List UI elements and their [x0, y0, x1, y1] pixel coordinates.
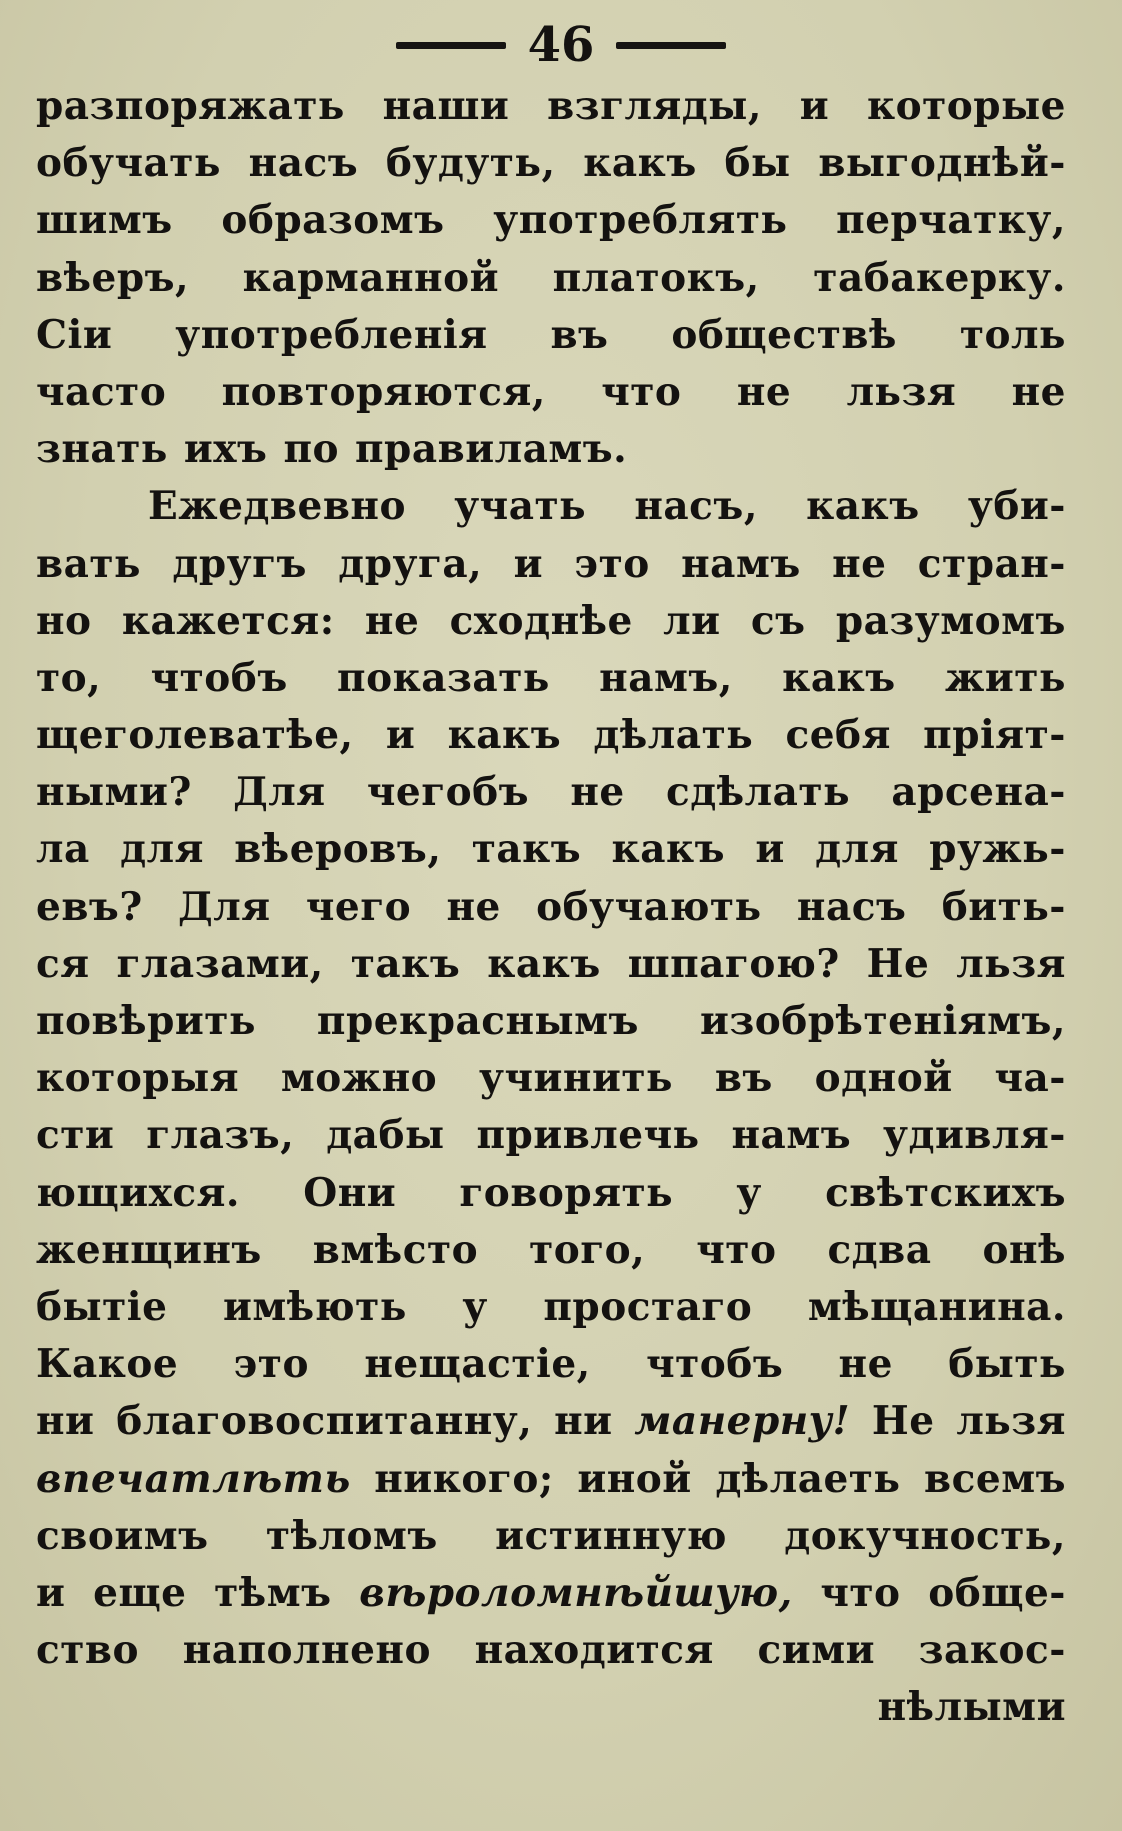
text-line [36, 821, 1066, 878]
word: чегобъ [366, 769, 530, 816]
word: какъ [806, 483, 920, 530]
header-rule-right [616, 42, 726, 49]
word: повѣрить [36, 998, 256, 1044]
word: изобрѣтеніямъ, [699, 998, 1066, 1044]
word: и [385, 712, 416, 759]
word: Не [866, 940, 930, 987]
word: уби- [967, 483, 1066, 530]
text-line [36, 307, 1066, 364]
word: что [601, 368, 682, 415]
text-line [36, 936, 1066, 993]
word: карманной [242, 254, 500, 301]
word: быть [948, 1341, 1066, 1388]
word: обществѣ [671, 311, 897, 358]
word: женщинъ [36, 1226, 262, 1273]
word: льзя [956, 1398, 1066, 1445]
word: у [462, 1283, 488, 1330]
word: будуть, [385, 140, 556, 187]
word: но [36, 597, 92, 644]
word: закос- [918, 1627, 1066, 1674]
word: въ [550, 311, 609, 358]
word: употреблять [493, 197, 788, 244]
word: никого; [374, 1455, 554, 1502]
word: всемъ [924, 1455, 1066, 1502]
word: нещастіе, [364, 1341, 591, 1388]
word: одной [814, 1055, 953, 1102]
word: какъ [447, 712, 562, 759]
word: ча- [994, 1055, 1066, 1102]
word: льзя [956, 940, 1066, 987]
word: щеголеватѣе, [36, 712, 354, 759]
word: докучность, [784, 1512, 1066, 1559]
word: глазами, [116, 940, 324, 987]
word: разпоряжать [36, 83, 345, 129]
word: чего [305, 883, 412, 930]
word: и [755, 826, 785, 873]
word: арсена- [891, 769, 1066, 816]
word: бы [724, 140, 791, 187]
word: которые [866, 83, 1066, 129]
word: бытіе [36, 1283, 168, 1330]
word: выгоднѣй- [818, 140, 1066, 187]
word: намъ [731, 1112, 852, 1159]
word: и [513, 540, 544, 587]
word: льзя [846, 368, 957, 415]
word: Сіи [36, 311, 113, 358]
word: обучають [536, 883, 762, 930]
word: ство [36, 1627, 140, 1674]
word: часто [36, 368, 167, 415]
text-line [36, 993, 1066, 1050]
word: образомъ [221, 197, 445, 244]
word: какъ [583, 140, 697, 187]
word: кажется: [121, 597, 335, 644]
word: сти [36, 1112, 115, 1159]
word: чтобъ [646, 1341, 784, 1388]
word: по [283, 426, 340, 473]
word: прекраснымъ [316, 998, 639, 1044]
word: того, [529, 1226, 646, 1273]
word: насъ [796, 883, 907, 930]
word: себя [785, 712, 891, 759]
word: не [364, 597, 420, 644]
word: обще- [928, 1569, 1066, 1616]
word: не [570, 769, 625, 816]
text-line [36, 1508, 1066, 1565]
text-line [36, 764, 1066, 821]
word: другъ [172, 540, 307, 587]
word: еще [93, 1569, 187, 1616]
word: нѣлыми [877, 1684, 1066, 1731]
word: находится [474, 1627, 714, 1674]
word: это [574, 540, 650, 587]
word: можно [280, 1055, 438, 1102]
text-line [36, 1622, 1066, 1679]
page-header [0, 10, 1122, 80]
word: Не [871, 1398, 935, 1445]
word: глазъ, [146, 1112, 295, 1159]
text-line [36, 1279, 1066, 1336]
word: для [815, 826, 899, 873]
word: истинную [495, 1512, 727, 1559]
word: Ежедвевно [148, 483, 406, 530]
word: ружь- [929, 826, 1066, 873]
word: манерну! [634, 1398, 851, 1445]
word: впечатлѣть [36, 1455, 351, 1502]
text-line [36, 1451, 1066, 1508]
word: евъ? [36, 883, 143, 930]
word: вѣеръ, [36, 254, 190, 301]
text-line [36, 478, 1066, 535]
word: вѣроломнѣйшую, [359, 1569, 793, 1616]
word: мѣщанина. [807, 1283, 1066, 1330]
word: простаго [543, 1283, 753, 1330]
word: говорять [459, 1169, 674, 1216]
word: ными? [36, 769, 192, 816]
word: учинить [478, 1055, 674, 1102]
word: не [446, 883, 501, 930]
word: табакерку. [813, 254, 1066, 301]
word: ни [554, 1398, 613, 1445]
word: ющихся. [36, 1169, 241, 1216]
word: Какое [36, 1341, 179, 1388]
text-line [36, 1393, 1066, 1450]
page-number: 46 [527, 17, 595, 73]
text-line [36, 707, 1066, 764]
word: ся [36, 940, 90, 987]
word: шимъ [36, 197, 173, 244]
word: друга, [338, 540, 483, 587]
word: которыя [36, 1055, 240, 1102]
word: благовоспитанну, [116, 1398, 533, 1445]
word: тѣмъ [214, 1569, 332, 1616]
text-line [36, 879, 1066, 936]
word: вмѣсто [312, 1226, 479, 1273]
word: дѣлаеть [715, 1455, 901, 1502]
word: Для [233, 769, 326, 816]
text-line [36, 1165, 1066, 1222]
word: платокъ, [552, 254, 760, 301]
word: дѣлать [593, 712, 754, 759]
word: насъ, [634, 483, 758, 530]
word: не [838, 1341, 893, 1388]
text-line [36, 1336, 1066, 1393]
word: дабы [326, 1112, 445, 1159]
word: ни [36, 1398, 95, 1445]
word: привлечь [476, 1112, 700, 1159]
header-rule-left [396, 42, 506, 49]
text-line [36, 536, 1066, 593]
word: жить [944, 654, 1066, 701]
word: толь [959, 311, 1066, 358]
word: вать [36, 540, 142, 587]
word: свѣтскихъ [825, 1169, 1066, 1216]
word: такъ [350, 940, 461, 987]
word: ихъ [183, 426, 268, 473]
text-line [36, 250, 1066, 307]
word: съ [750, 597, 806, 644]
word: это [233, 1341, 309, 1388]
word: правиламъ. [355, 426, 628, 473]
word: знать [36, 426, 168, 473]
word: употребленія [175, 311, 488, 358]
word: Для [178, 883, 271, 930]
word: повторяются, [221, 368, 546, 415]
word: и [36, 1569, 66, 1616]
word: и [799, 83, 830, 129]
word: какъ [487, 940, 601, 987]
word: бить- [941, 883, 1066, 930]
word: вѣеровъ, [234, 826, 442, 873]
word: имѣють [222, 1283, 407, 1330]
word: то, [36, 654, 102, 701]
word: тѣломъ [265, 1512, 438, 1559]
word: иной [577, 1455, 692, 1502]
word: какъ [782, 654, 896, 701]
word: намъ, [599, 654, 733, 701]
word: сдѣлать [665, 769, 851, 816]
text-line [36, 421, 1066, 478]
word: какъ [611, 826, 726, 873]
word: стран- [917, 540, 1066, 587]
word: показать [337, 654, 550, 701]
word: чтобъ [150, 654, 288, 701]
word: сими [757, 1627, 876, 1674]
text-line [36, 78, 1066, 135]
word: у [736, 1169, 762, 1216]
word: для [120, 826, 204, 873]
text-line [36, 1050, 1066, 1107]
word: сходнѣе [449, 597, 633, 644]
word: наполнено [182, 1627, 431, 1674]
page-body-text [36, 78, 1066, 1736]
word: такъ [471, 826, 582, 873]
word: не [832, 540, 887, 587]
word: не [736, 368, 792, 415]
word: перчатку, [836, 197, 1066, 244]
word: пріят- [923, 712, 1066, 759]
word: Они [303, 1169, 397, 1216]
text-line [36, 1222, 1066, 1279]
word: ли [663, 597, 721, 644]
word: наши [382, 83, 510, 129]
word: учать [454, 483, 587, 530]
word: разумомъ [835, 597, 1066, 644]
word: взгляды, [547, 83, 762, 129]
word: не [1011, 368, 1066, 415]
text-line [36, 1107, 1066, 1164]
word: сдва [827, 1226, 932, 1273]
word: онѣ [982, 1226, 1066, 1273]
word: обучать [36, 140, 221, 187]
text-line [36, 135, 1066, 192]
text-line [36, 192, 1066, 249]
word: удивля- [883, 1112, 1066, 1159]
word: что [696, 1226, 777, 1273]
word: шпагою? [627, 940, 840, 987]
text-line [36, 593, 1066, 650]
text-line [36, 650, 1066, 707]
word: своимъ [36, 1512, 209, 1559]
word: насъ [248, 140, 359, 187]
text-line [36, 1565, 1066, 1622]
word: ла [36, 826, 90, 873]
text-line [36, 364, 1066, 421]
word: что [820, 1569, 901, 1616]
word: въ [714, 1055, 773, 1102]
word: намъ [681, 540, 801, 587]
catchword-line [36, 1679, 1066, 1736]
